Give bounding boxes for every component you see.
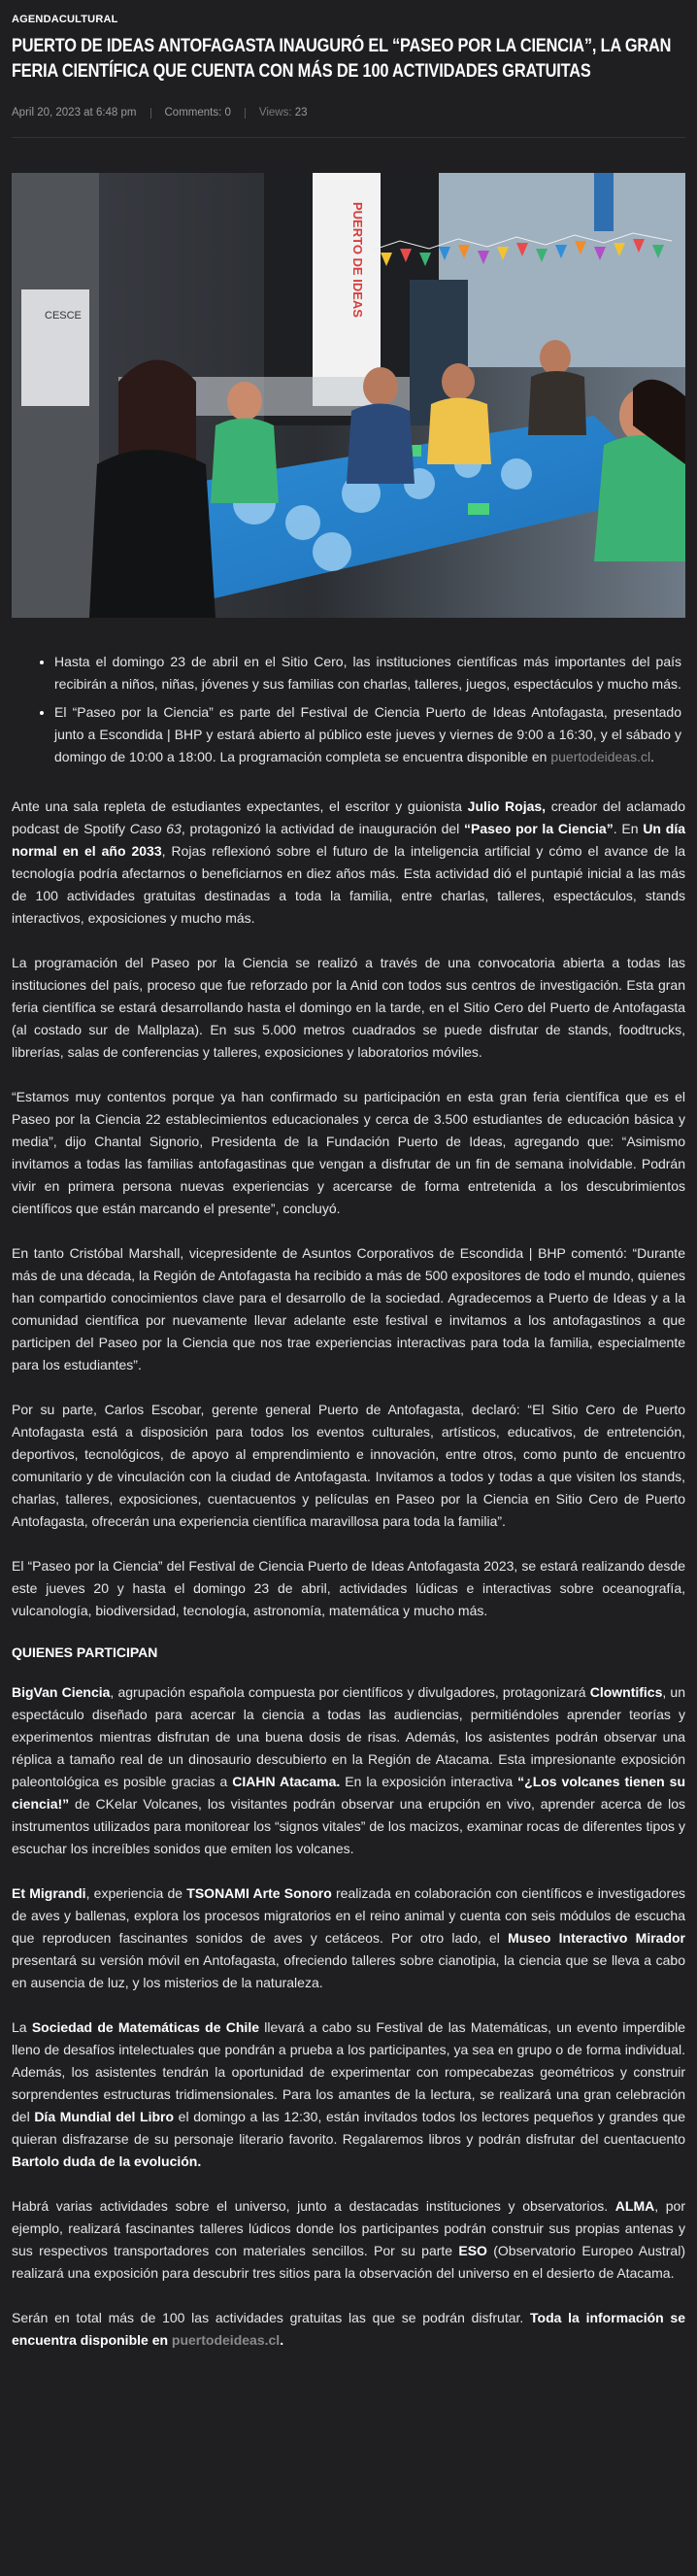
paragraph-closing — [12, 2307, 685, 2352]
podcast-title: Caso 63 — [129, 821, 182, 836]
text: el domingo a las 12:30, están invitados todos los lectores pequeños y grandes que quieran disfrazarse de su personaje literario favorito. Regalaremos libros y podrán disfrutar del cuentacuento — [12, 2109, 686, 2147]
julio-rojas-name: Julio Rojas, — [467, 798, 547, 814]
highlight-text: Hasta el domingo 23 de abril en el Sitio Cero, las instituciones científicas más importantes del país recibirán a niños, niñas, jóvenes y sus familias con charlas, talleres, juegos, espectáculos y mucho más. — [54, 654, 681, 692]
article-title: PUERTO DE IDEAS ANTOFAGASTA INAUGURÓ EL “PASEO POR LA CIENCIA”, LA GRAN FERIA CIENTÍFICA QUE CUENTA CON MÁS DE 100 ACTIVIDADES GRATUITAS — [12, 36, 672, 82]
text: realizada en colaboración con científicos e investigadores de aves y ballenas, explora los procesos migratorios en el reino animal y cuenta con seis módulos de escucha que reproducen fascinantes sonidos de aves y cetáceos. Por otro lado, el — [12, 1885, 685, 1946]
event-name: “Paseo por la Ciencia” — [464, 821, 614, 836]
article-meta — [12, 107, 685, 119]
paragraph-matematicas — [12, 2017, 685, 2173]
highlight-item — [54, 701, 685, 768]
talk-title: Un día normal en el año 2033 — [12, 821, 685, 859]
event-photo-illustration — [12, 173, 685, 618]
views-count: 23 — [294, 107, 308, 119]
text: . En — [613, 821, 644, 836]
category-label[interactable]: AGENDACULTURAL — [12, 14, 118, 25]
clowntifics-name: Clowntifics — [589, 1684, 663, 1700]
article-photo — [12, 173, 685, 618]
paragraph-quote-marshall: En tanto Cristóbal Marshall, vicepresidente de Asuntos Corporativos de Escondida | BHP comentó: “Durante más de una década, la Región de Antofagasta ha recibido a más de 500 expositores de todo el mundo, quienes han compartido conocimientos clave para el desarrollo de la sociedad. Agradecemos a Puerto de Ideas y a la comunidad científica por nuevamente llevar adelante este festival e invitamos a los antofagastinos a que participen del Paseo por la Ciencia que nos trae experiencias interactivas para toda la familia, especialmente para los estudiantes”. — [12, 1245, 685, 1373]
punctuation: . — [650, 749, 654, 764]
puerto-de-ideas-banner-text: PUERTO DE IDEAS — [350, 202, 365, 318]
post-date: April 20, 2023 at 6:48 pm — [12, 107, 137, 119]
text: En la exposición interactiva — [340, 1774, 518, 1789]
text: Serán en total más de 100 las actividades gratuitas las que se podrán disfrutar. — [12, 2310, 531, 2325]
highlight-item — [54, 651, 685, 695]
highlights-list — [12, 651, 685, 768]
text: de CKelar Volcanes, los visitantes podrán observar una erupción en vivo, aprender acerca de los instrumentos utilizados para monitorear los “signos vitales” de los macizos, examinar rocas de diferentes tipos y escuchar los increíbles sonidos que emiten los volcanes. — [12, 1796, 685, 1856]
text: Ante una sala repleta de estudiantes expectantes, el escritor y guionista — [12, 798, 468, 814]
paragraph-quote-escobar: Por su parte, Carlos Escobar, gerente general Puerto de Antofagasta, declaró: “El Sitio Cero de Puerto Antofagasta está a disposición para todos los eventos culturales, artísticos, educativos, de entretención, deportivos, tecnológicos, de apoyo al emprendimiento e innovación, entre otros, como punto de encuentro comunitario y de vinculación con la ciudad de Antofagasta. Invitamos a todos y todas a que visiten los stands, charlas, talleres, exposiciones, cuentacuentos y películas en Paseo por la Ciencia en Sitio Cero de Puerto Antofagasta, ofrecerán una experiencia científica maravillosa para toda la familia”. — [12, 1402, 685, 1529]
text: llevará a cabo su Festival de las Matemáticas, un evento imperdible lleno de desafíos intelectuales que pondrán a prueba a los participantes, ya sea en grupo o de forma individual. Además, los asistentes tendrán la oportunidad de experimentar con rompecabezas geométricos y construir sorprendentes estructuras tridimensionales. Para los amantes de la lectura, se realizará una gran celebración del — [12, 2019, 686, 2124]
text: , Rojas reflexionó sobre el futuro de la inteligencia artificial y cómo el avance de la tecnología podría afectarnos o beneficiarnos en diez años más. Esta actividad dió el puntapié inicial a las más de 100 actividades gratuitas destinadas a toda la familia, entre charlas, talleres, espectáculos, stands interactivos, exposiciones y mucho más. — [12, 843, 685, 926]
cesce-sign-text: CESCE — [45, 310, 82, 322]
cuentacuento-title: Bartolo duda de la evolución. — [12, 2153, 202, 2169]
paragraph-program: La programación del Paseo por la Ciencia se realizó a través de una convocatoria abierta a todas las instituciones del país, proceso que fue reforzado por la Anid con todos sus centros de investigación. Esta gran feria científica se estará desarrollando hasta el domingo en la tarde, en el Sitio Cero del Puerto de Antofagasta (al costado sur de Mallplaza). En sus 5.000 metros cuadrados se puede disfrutar de stands, foodtrucks, librerías, salas de conferencias y talleres, exposiciones y laboratorios móviles. — [12, 955, 685, 1060]
text: , agrupación española compuesta por científicos y divulgadores, protagonizará — [110, 1684, 590, 1700]
text: , experiencia de — [85, 1885, 187, 1901]
puertodeideas-link[interactable]: puertodeideas.cl — [550, 749, 651, 764]
tsonami-name: TSONAMI Arte Sonoro — [186, 1885, 332, 1901]
paragraph-bigvan — [12, 1681, 685, 1860]
et-migrandi-name: Et Migrandi — [12, 1885, 86, 1901]
paragraph-quote-signorio: “Estamos muy contentos porque ya han confirmado su participación en esta gran feria científica que es el Paseo por la Ciencia 22 establecimientos educacionales y cerca de 3.500 estudiantes de educación básica y media”, dijo Chantal Signorio, Presidenta de la Fundación Puerto de Ideas, agregando que: “Asimismo invitamos a todas las familias antofagastinas que vengan a disfrutar de un fin de semana inolvidable. Podrán vivir en primera persona nuevas experiencias y acercarse de forma entretenida a los descubrimientos científicos que están marcando el presente”, concluyó. — [12, 1089, 685, 1216]
meta-divider — [150, 108, 151, 119]
text: (Observatorio Europeo Austral) realizará una exposición para descubrir tres sitios para la observación del universo en el desierto de Atacama. — [12, 2243, 685, 2281]
section-heading: QUIENES PARTICIPAN — [12, 1644, 158, 1660]
highlight-text: El “Paseo por la Ciencia” es parte del Festival de Ciencia Puerto de Ideas Antofagasta, presentado junto a Escondida | BHP y estará abierto al público este jueves y viernes de 9:00 a 16:30, y el sábado y domingo de 10:00 a 18:00. La programación completa se encuentra disponible en — [54, 704, 681, 764]
views-label: Views: — [258, 107, 292, 119]
paragraph-intro — [12, 796, 685, 930]
meta-divider — [245, 108, 246, 119]
comments-count[interactable]: Comments: 0 — [164, 107, 231, 119]
text: presentará su versión móvil en Antofagasta, ofreciendo talleres sobre cianotipia, la ciencia que se lleva a cabo en ausencia de luz, y los misterios de la naturaleza. — [12, 1952, 685, 1990]
paragraph-migrandi — [12, 1882, 685, 1994]
meta-divider-line — [12, 137, 685, 138]
text: , por ejemplo, realizará fascinantes talleres lúdicos donde los participantes podrán construir sus propias antenas y sus respectivos transportadores con materiales sencillos. Por su parte — [12, 2198, 686, 2258]
volcanes-exhibit-name: “¿Los volcanes tienen su ciencia!” — [12, 1774, 685, 1812]
text: , un espectáculo diseñado para acercar la ciencia a todas las audiencias, permitiéndoles aprender teorías y experimentos mientras disfrutan de una buena dosis de risas. Además, los asistentes podrán observar una réplica a tamaño real de un dinosaurio descubierto en la Región de Atacama. Esta impresionante exposición paleontológica es posible gracias a — [12, 1684, 685, 1789]
dia-libro-name: Día Mundial del Libro — [34, 2109, 175, 2124]
text: La — [12, 2019, 32, 2035]
puertodeideas-link[interactable]: puertodeideas.cl — [171, 2332, 281, 2348]
text: Habrá varias actividades sobre el universo, junto a destacadas instituciones y observatorios. — [12, 2198, 615, 2214]
somachi-name: Sociedad de Matemáticas de Chile — [31, 2019, 259, 2035]
info-bold-text: Toda la información se encuentra disponible en — [12, 2310, 686, 2348]
ciahn-name: CIAHN Atacama. — [232, 1774, 341, 1789]
bigvan-name: BigVan Ciencia — [12, 1684, 111, 1700]
mim-name: Museo Interactivo Mirador — [508, 1930, 686, 1946]
paragraph-dates: El “Paseo por la Ciencia” del Festival de Ciencia Puerto de Ideas Antofagasta 2023, se estará realizando desde este jueves 20 y hasta el domingo 23 de abril, actividades lúdicas e interactivas sobre oceanografía, vulcanología, biodiversidad, tecnología, astronomía, matemática y mucho más. — [12, 1558, 685, 1618]
text: , protagonizó la actividad de inauguración del — [181, 821, 465, 836]
alma-name: ALMA — [614, 2198, 655, 2214]
text: creador del aclamado podcast de Spotify — [12, 798, 685, 836]
paragraph-universo — [12, 2195, 685, 2285]
eso-name: ESO — [458, 2243, 487, 2258]
punctuation: . — [280, 2332, 284, 2348]
